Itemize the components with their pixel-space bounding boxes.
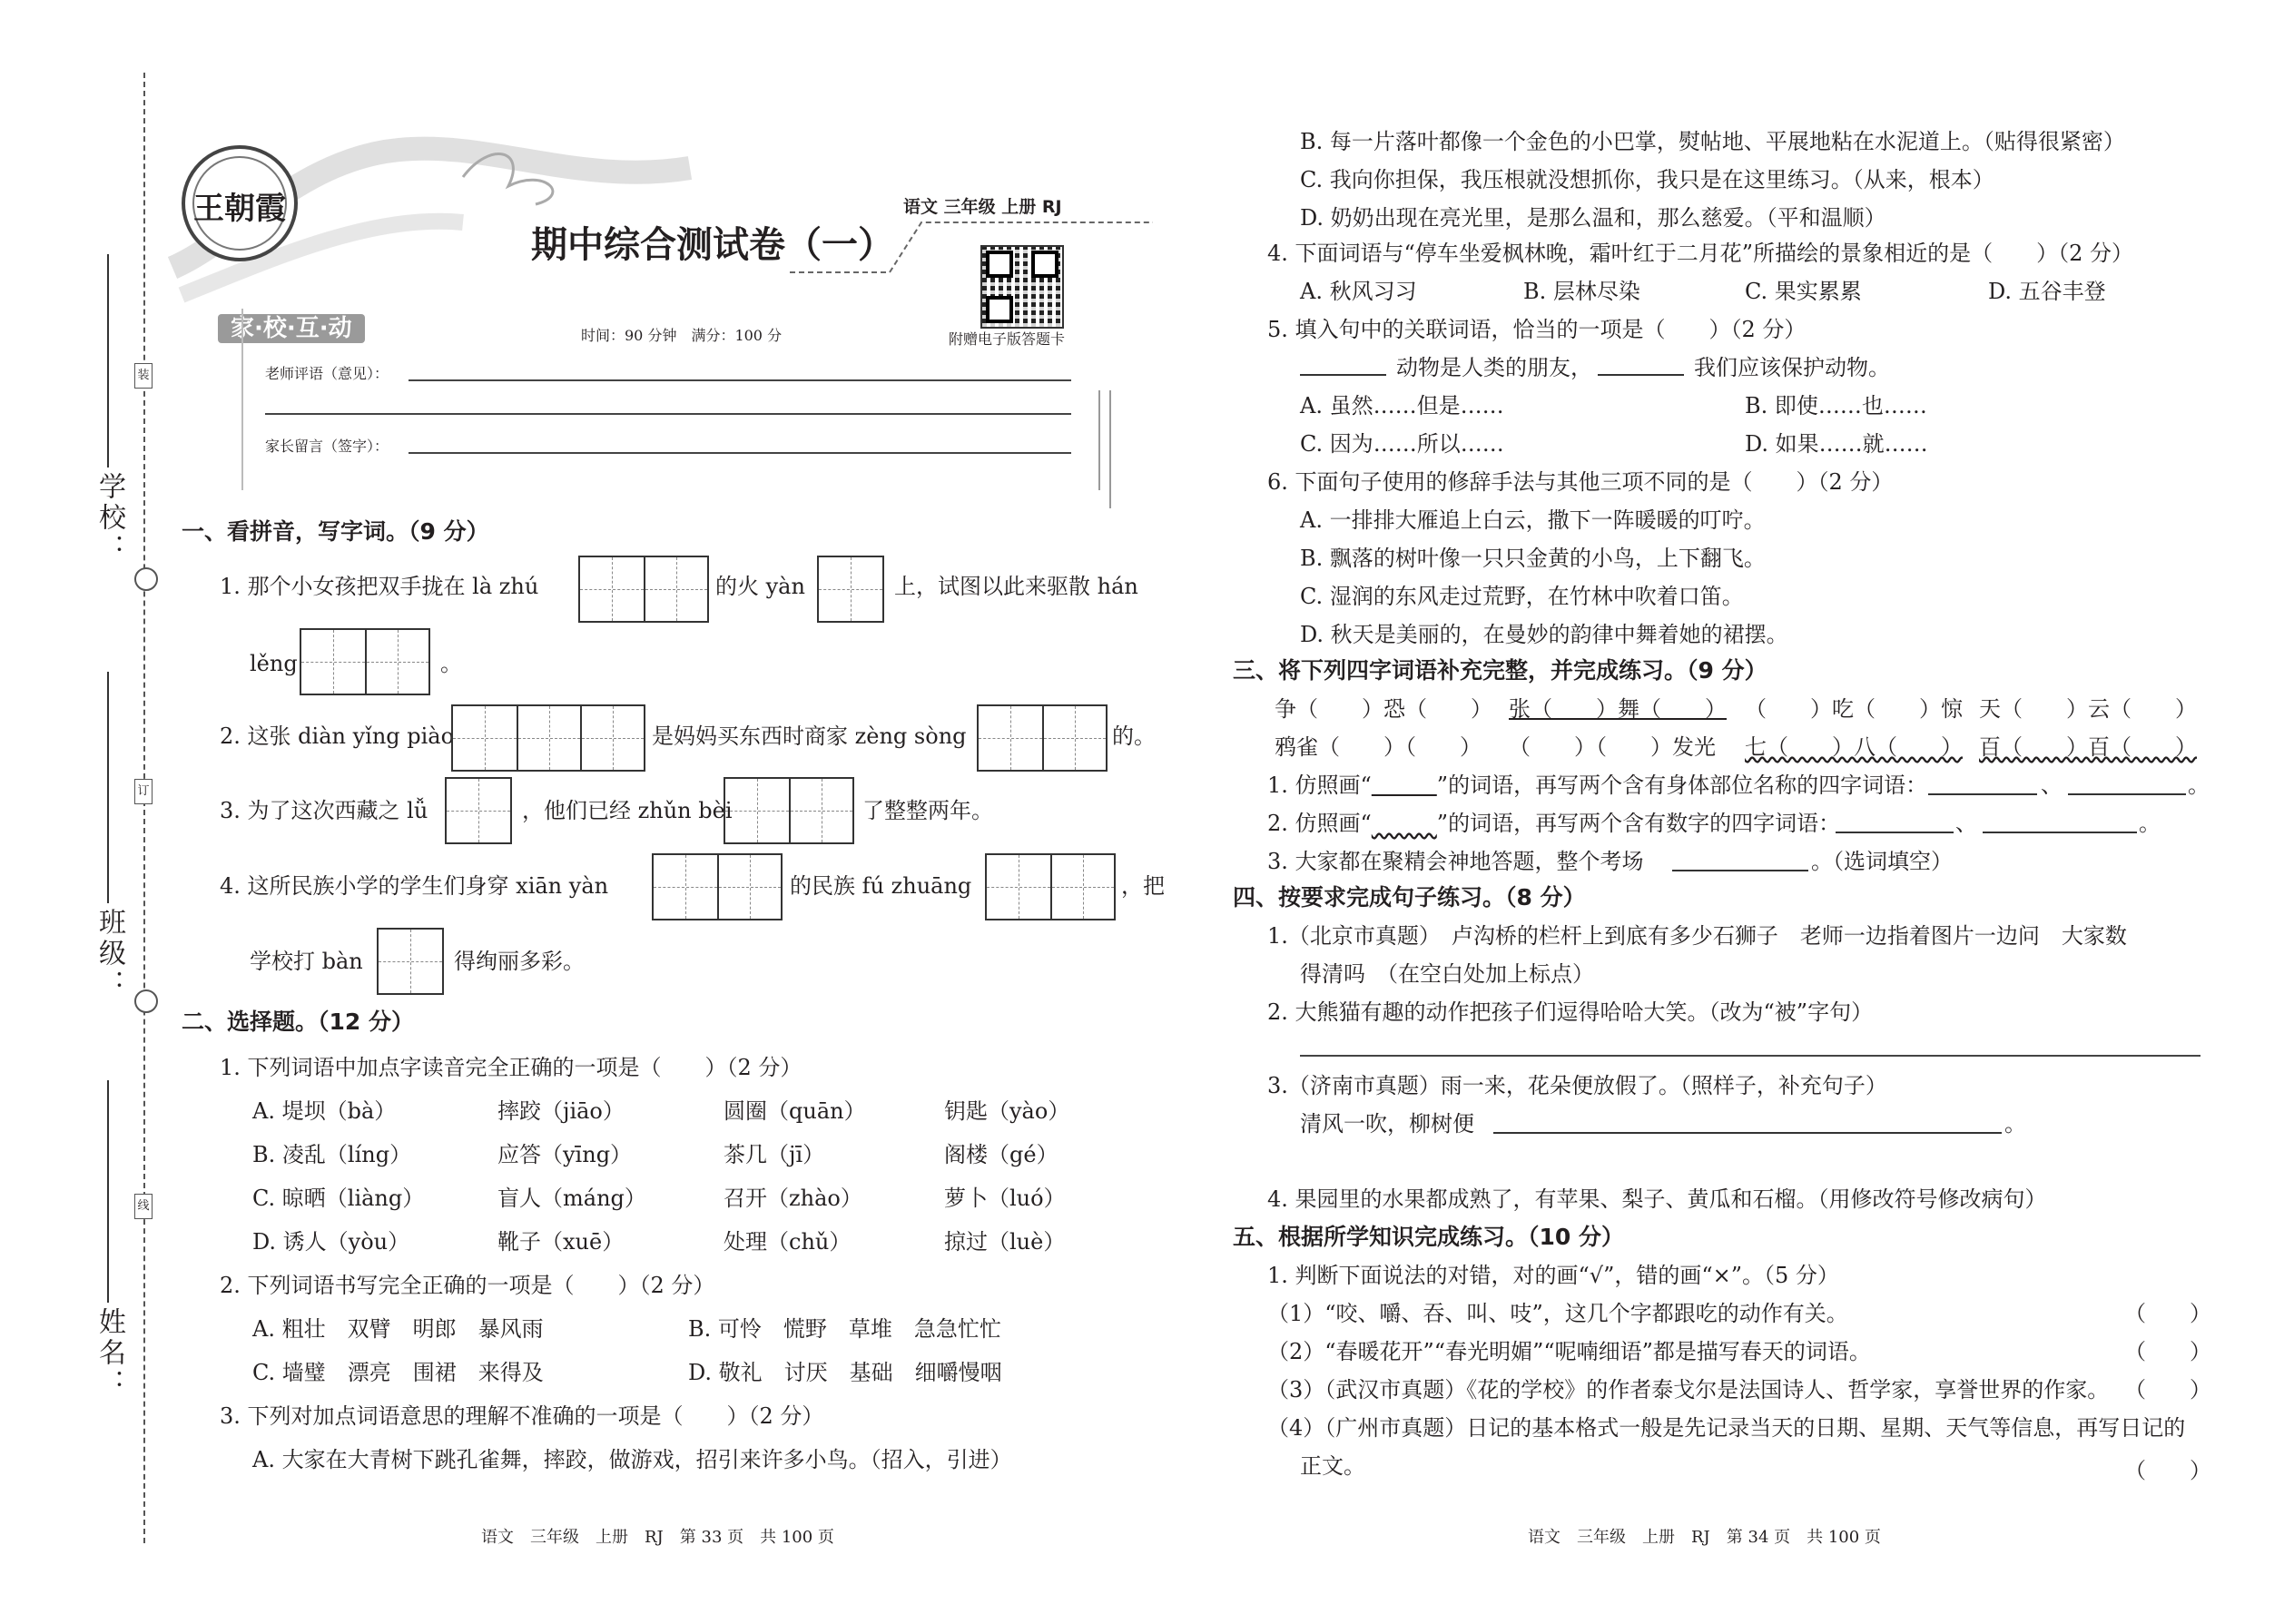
frame-line xyxy=(1098,390,1100,490)
answer-grid[interactable] xyxy=(977,704,1108,772)
section-1-title: 一、看拼音，写字词。（9 分） xyxy=(182,518,489,545)
answer-grid[interactable] xyxy=(652,853,783,920)
choice-q5-sentence: 动物是人类的朋友， xyxy=(1396,355,1592,380)
choice-option: A. 堤坝（bà） xyxy=(252,1098,397,1124)
q3-text: 了整整两年。 xyxy=(862,798,993,823)
choice-option: 阁楼（gé） xyxy=(944,1142,1058,1167)
choice-option: 召开（zhào） xyxy=(724,1186,862,1211)
q4-text: 4. 这所民族小学的学生们身穿 xiān yàn xyxy=(220,873,609,899)
choice-option: D. 秋天是美丽的，在曼妙的韵律中舞着她的裙摆。 xyxy=(1300,622,1788,647)
choice-option: C. 湿润的东风走过荒野，在竹林中吹着口笛。 xyxy=(1300,584,1744,609)
class-field[interactable] xyxy=(107,672,109,903)
frame-line xyxy=(241,309,243,490)
exam-time: 时间：90 分钟 满分：100 分 xyxy=(581,327,783,344)
q2-text: 2. 这张 diàn yǐng piào xyxy=(220,723,455,749)
choice-option: A. 虽然……但是…… xyxy=(1300,393,1504,418)
answer-grid[interactable] xyxy=(817,556,884,623)
page-footer-left: 语文 三年级 上册 RJ 第 33 页 共 100 页 xyxy=(481,1528,834,1547)
s3-q1: 1. 仿照画“ ”的词语，再写两个含有身体部位名称的四字词语： xyxy=(1267,773,1928,798)
name-field[interactable] xyxy=(107,1080,109,1303)
idiom-item: 七（ ）八（ ） xyxy=(1745,734,1963,760)
section-2-title: 二、选择题。（12 分） xyxy=(182,1009,414,1035)
choice-option: C. 果实累累 xyxy=(1745,279,1862,304)
binding-dashed-line xyxy=(143,73,145,1543)
idiom-item: 鸦雀（ ）（ ） xyxy=(1275,734,1482,760)
blank-field[interactable] xyxy=(1598,354,1684,376)
s3-q3-end: 。（选词填空） xyxy=(1811,849,1953,874)
choice-option: 掠过（luè） xyxy=(944,1229,1066,1255)
choice-option: A. 粗壮 双臂 明郎 暴风雨 xyxy=(252,1316,544,1342)
teacher-comment-line[interactable] xyxy=(265,413,1071,415)
seal-char: 装 xyxy=(134,363,153,389)
binding-hole xyxy=(134,989,158,1013)
choice-option: A. 秋风习习 xyxy=(1300,279,1417,304)
choice-option: 靴子（xuē） xyxy=(497,1229,625,1255)
answer-grid[interactable] xyxy=(451,704,645,772)
judge-answer[interactable]: （ ） xyxy=(2124,1458,2211,1483)
grade-tags: 语文 三年级 上册 RJ xyxy=(903,197,1062,217)
choice-option: B. 飘落的树叶像一只只金黄的小鸟，上下翻飞。 xyxy=(1300,546,1766,571)
blank-field[interactable] xyxy=(1300,354,1386,376)
q2-text: 的。 xyxy=(1112,723,1156,749)
choice-option: 圆圈（quān） xyxy=(724,1098,866,1124)
choice-option: D. 敬礼 讨厌 基础 细嚼慢咽 xyxy=(688,1360,1002,1385)
blank-field[interactable] xyxy=(1928,773,2037,795)
seal-char: 线 xyxy=(134,1194,153,1219)
answer-grid[interactable] xyxy=(300,628,430,695)
logo-text: 王朝霞 xyxy=(193,191,286,227)
q3-text: 3. 为了这次西藏之 lǚ xyxy=(220,798,428,823)
teacher-comment-label: 老师评语（意见）： xyxy=(265,365,389,382)
s4-q1: 得清吗 （在空白处加上标点） xyxy=(1300,961,1594,987)
q4-text: 学校打 bàn xyxy=(250,949,363,974)
answer-grid[interactable] xyxy=(445,777,512,844)
section-5-title: 五、根据所学知识完成练习。（10 分） xyxy=(1233,1224,1624,1250)
s4-q3: 3.（济南市真题）雨一来，花朵便放假了。（照样子，补充句子） xyxy=(1267,1073,1887,1098)
q1-text: 上，试图以此来驱散 hán xyxy=(894,574,1138,599)
q1-text: 1. 那个小女孩把双手拢在 là zhú xyxy=(220,574,539,599)
answer-grid[interactable] xyxy=(578,556,709,623)
q1-text: lěng xyxy=(250,651,298,676)
choice-option: 应答（yīng） xyxy=(497,1142,633,1167)
s4-q4: 4. 果园里的水果都成熟了，有苹果、梨子、黄瓜和石榴。（用修改符号修改病句） xyxy=(1267,1186,2047,1212)
q4-text: ，把 xyxy=(1121,873,1165,899)
choice-q6: 6. 下面句子使用的修辞手法与其他三项不同的是（ ）（2 分） xyxy=(1267,469,1894,495)
period: 。 xyxy=(2188,773,2210,798)
idiom-item: 百（ ）百（ ） xyxy=(1979,734,2197,760)
choice-option: C. 我向你担保，我压根就没想抓你，我只是在这里练习。（从来，根本） xyxy=(1300,167,1994,192)
page-footer-right: 语文 三年级 上册 RJ 第 34 页 共 100 页 xyxy=(1528,1528,1881,1547)
choice-option: 处理（chǔ） xyxy=(724,1229,852,1255)
s4-q2: 2. 大熊猫有趣的动作把孩子们逗得哈哈大笑。（改为“被”字句） xyxy=(1267,999,1874,1025)
judge-answer[interactable]: （ ） xyxy=(2124,1301,2211,1326)
choice-q5-sentence: 我们应该保护动物。 xyxy=(1694,355,1890,380)
blank-field[interactable] xyxy=(1836,812,1954,833)
choice-option: 萝卜（luó） xyxy=(944,1186,1066,1211)
choice-option: C. 晾晒（liàng） xyxy=(252,1186,425,1211)
choice-option: B. 凌乱（líng） xyxy=(252,1142,412,1167)
q4-text: 的民族 fú zhuāng xyxy=(790,873,972,899)
answer-grid[interactable] xyxy=(377,928,444,995)
seal-char: 订 xyxy=(134,779,153,804)
choice-option: 茶几（jī） xyxy=(724,1142,825,1167)
blank-field[interactable] xyxy=(2068,773,2186,795)
s5-q1: 1. 判断下面说法的对错，对的画“√”，错的画“×”。（5 分） xyxy=(1267,1263,1839,1288)
s3-q3: 3. 大家都在聚精会神地答题，整个考场 xyxy=(1267,849,1644,874)
parent-note-line[interactable] xyxy=(409,452,1071,454)
class-label: 班级： xyxy=(94,908,125,1000)
q1-text: 。 xyxy=(440,651,462,676)
binding-hole xyxy=(134,567,158,591)
parent-note-label: 家长留言（签字）： xyxy=(265,438,389,455)
choice-option: B. 层林尽染 xyxy=(1523,279,1640,304)
choice-option: A. 大家在大青树下跳孔雀舞，摔跤，做游戏，招引来许多小鸟。（招入，引进） xyxy=(252,1447,1012,1472)
idiom-item: 天（ ）云（ ） xyxy=(1979,696,2197,722)
period: 。 xyxy=(2139,811,2161,836)
blank-field[interactable] xyxy=(1983,812,2137,833)
choice-option: A. 一排排大雁追上白云，撒下一阵暖暖的叮咛。 xyxy=(1300,507,1766,533)
choice-q5: 5. 填入句中的关联词语，恰当的一项是（ ）（2 分） xyxy=(1267,317,1807,342)
answer-grid[interactable] xyxy=(724,777,854,844)
q2-text: 是妈妈买东西时商家 zèng sòng xyxy=(652,723,967,749)
judge-item: （1）“咬、嚼、吞、叫、吱”，这几个字都跟吃的动作有关。 xyxy=(1267,1301,1848,1326)
separator: 、 xyxy=(1955,811,1977,836)
judge-item: （3）（武汉市真题）《花的学校》的作者泰戈尔是法国诗人、哲学家，享誉世界的作家。 xyxy=(1267,1377,2110,1403)
choice-option: D. 奶奶出现在亮光里，是那么温和，那么慈爱。（平和温顺） xyxy=(1300,205,1886,231)
blank-field[interactable] xyxy=(1493,1112,2002,1134)
idiom-item: （ ）吃（ ）惊 xyxy=(1745,696,1963,722)
choice-q3: 3. 下列对加点词语意思的理解不准确的一项是（ ）（2 分） xyxy=(220,1403,824,1429)
choice-option: C. 因为……所以…… xyxy=(1300,431,1504,457)
judge-item: （2）“春暖花开”“春光明媚”“呢喃细语”都是描写春天的词语。 xyxy=(1267,1339,1871,1364)
period: 。 xyxy=(2004,1111,2026,1137)
idiom-item: 张（ ）舞（ ） xyxy=(1509,696,1727,722)
judge-item: 正文。 xyxy=(1300,1453,1365,1479)
s3-q2: 2. 仿照画“ ”的词语，再写两个含有数字的四字词语： xyxy=(1267,811,1841,836)
name-label: 姓名： xyxy=(94,1307,125,1400)
s4-q3: 清风一吹，柳树便 xyxy=(1300,1111,1474,1137)
choice-option: D. 五谷丰登 xyxy=(1988,279,2106,304)
s4-q1: 1.（北京市真题） 卢沟桥的栏杆上到底有多少石狮子 老师一边指着图片一边问 大家数 xyxy=(1267,923,2127,949)
home-school-badge: 家·校·互·动 xyxy=(218,314,365,343)
judge-item: （4）（广州市真题）日记的基本格式一般是先记录当天的日期、星期、天气等信息，再写日记的 xyxy=(1267,1415,2186,1441)
choice-option: B. 即使……也…… xyxy=(1745,393,1927,418)
qr-caption: 附赠电子版答题卡 xyxy=(949,330,1066,348)
teacher-comment-line[interactable] xyxy=(409,379,1071,381)
qr-code-icon xyxy=(980,245,1064,329)
blank-field[interactable] xyxy=(1672,850,1808,871)
answer-line[interactable] xyxy=(1300,1055,2200,1057)
frame-line xyxy=(1109,390,1111,508)
q4-text: 得绚丽多彩。 xyxy=(454,949,585,974)
q1-text: 的火 yàn xyxy=(715,574,805,599)
choice-option: B. 可怜 慌野 草堆 急急忙忙 xyxy=(688,1316,1001,1342)
choice-q2: 2. 下列词语书写完全正确的一项是（ ）（2 分） xyxy=(220,1273,715,1298)
choice-option: 摔跤（jiāo） xyxy=(497,1098,625,1124)
judge-answer[interactable]: （ ） xyxy=(2124,1339,2211,1364)
choice-q1: 1. 下列词语中加点字读音完全正确的一项是（ ）（2 分） xyxy=(220,1055,802,1080)
choice-option: D. 诱人（yòu） xyxy=(252,1229,410,1255)
brand-logo xyxy=(182,145,298,261)
section-3-title: 三、将下列四字词语补充完整，并完成练习。（9 分） xyxy=(1233,657,1767,684)
choice-option: C. 墙璧 漂亮 围裙 来得及 xyxy=(252,1360,544,1385)
section-4-title: 四、按要求完成句子练习。（8 分） xyxy=(1233,884,1586,910)
separator: 、 xyxy=(2041,773,2063,798)
page-title: 期中综合测试卷（一） xyxy=(531,224,894,266)
school-field[interactable] xyxy=(107,254,109,468)
idiom-item: （ ）（ ）发光 xyxy=(1509,734,1716,760)
judge-answer[interactable]: （ ） xyxy=(2124,1377,2211,1403)
choice-option: 钥匙（yào） xyxy=(944,1098,1070,1124)
choice-option: D. 如果……就…… xyxy=(1745,431,1928,457)
idiom-item: 争（ ）恐（ ） xyxy=(1275,696,1492,722)
answer-grid[interactable] xyxy=(985,853,1116,920)
q3-text: ，他们已经 zhǔn bèi xyxy=(522,798,733,823)
choice-option: 盲人（máng） xyxy=(497,1186,646,1211)
school-label: 学校： xyxy=(94,472,125,565)
choice-q4: 4. 下面词语与“停车坐爱枫林晚，霜叶红于二月花”所描绘的景象相近的是（ ）（2 分） xyxy=(1267,241,2133,266)
choice-option: B. 每一片落叶都像一个金色的小巴掌，熨帖地、平展地粘在水泥道上。（贴得很紧密） xyxy=(1300,129,2125,154)
